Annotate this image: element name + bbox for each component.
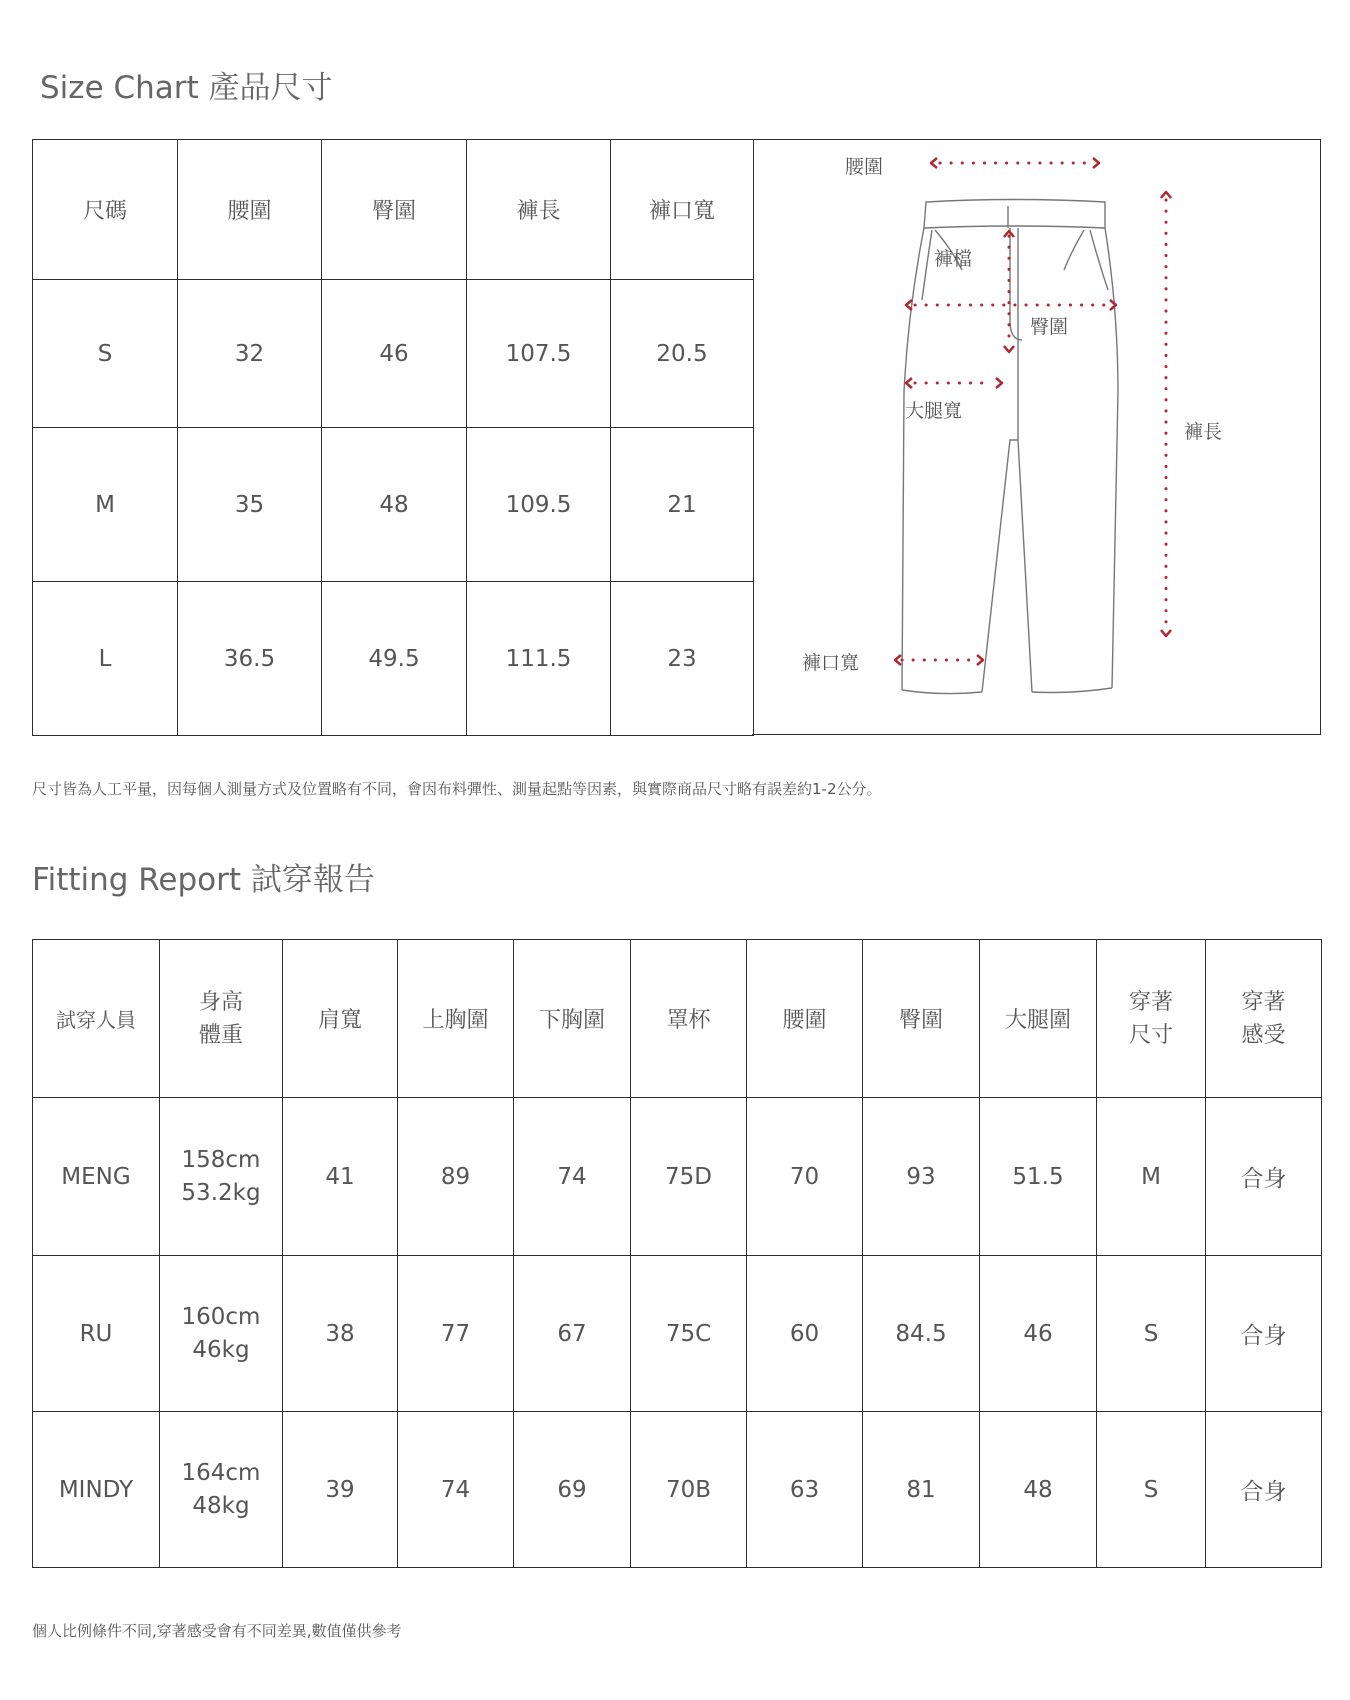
diagram-label-length: 褲長: [1184, 421, 1223, 443]
cell-person: RU: [33, 1256, 160, 1412]
cell-thigh: 48: [980, 1412, 1097, 1568]
header-worn-size-line2: 尺寸: [1128, 1022, 1173, 1048]
header-shoulder: 肩寬: [283, 940, 398, 1098]
cell-waist: 60: [747, 1256, 863, 1412]
header-worn-size-line1: 穿著: [1128, 989, 1173, 1015]
header-size: 尺碼: [33, 140, 178, 280]
cell-height-weight: [160, 1256, 283, 1412]
diagram-label-hip: 臀圍: [1030, 316, 1069, 338]
cell-waist: 70: [747, 1098, 863, 1256]
cell-shoulder: 39: [283, 1412, 398, 1568]
cell-under-bust: 67: [514, 1256, 631, 1412]
cell-cup: 75C: [631, 1256, 747, 1412]
diagram-label-rise: 褲檔: [934, 248, 973, 270]
header-wear-feel-line2: 感受: [1241, 1022, 1286, 1048]
header-length: 褲長: [467, 140, 611, 280]
size-chart-note: 尺寸皆為人工平量，因每個人測量方式及位置略有不同，會因布料彈性、測量起點等因素，與實際商品尺寸略有誤差約1-2公分。: [32, 780, 882, 798]
cell-shoulder: 41: [283, 1098, 398, 1256]
fitting-report-note: 個人比例條件不同,穿著感受會有不同差異,數值僅供參考: [32, 1622, 402, 1640]
cell-wear-feel: 合身: [1206, 1256, 1322, 1412]
cell-length: 107.5: [467, 280, 611, 428]
cell-wear-feel: 合身: [1206, 1098, 1322, 1256]
header-thigh: 大腿圍: [980, 940, 1097, 1098]
cell-upper-bust: 77: [398, 1256, 514, 1412]
header-height-weight: [160, 940, 283, 1098]
cell-weight: 53.2kg: [181, 1179, 261, 1206]
cell-hem-width: 20.5: [611, 280, 754, 428]
cell-height-weight: [160, 1098, 283, 1256]
size-chart-header-row: [33, 140, 754, 280]
header-worn-size: [1097, 940, 1206, 1098]
cell-height: 158cm: [181, 1146, 261, 1173]
table-row: [33, 280, 754, 428]
cell-hip: 46: [322, 280, 467, 428]
fitting-report-table: [32, 939, 1322, 1568]
table-row: [33, 1098, 1322, 1256]
cell-under-bust: 74: [514, 1098, 631, 1256]
cell-weight: 48kg: [192, 1492, 250, 1519]
cell-length: 109.5: [467, 428, 611, 582]
cell-waist: 32: [178, 280, 322, 428]
cell-cup: 75D: [631, 1098, 747, 1256]
diagram-label-hem: 褲口寬: [802, 652, 860, 674]
header-person: 試穿人員: [33, 940, 160, 1098]
cell-upper-bust: 89: [398, 1098, 514, 1256]
cell-cup: 70B: [631, 1412, 747, 1568]
cell-thigh: 46: [980, 1256, 1097, 1412]
diagram-label-thigh: 大腿寬: [905, 400, 963, 422]
header-wear-feel: [1206, 940, 1322, 1098]
header-cup: 罩杯: [631, 940, 747, 1098]
cell-size: M: [33, 428, 178, 582]
cell-worn-size: S: [1097, 1412, 1206, 1568]
table-row: [33, 1412, 1322, 1568]
table-row: [33, 582, 754, 736]
header-height: 身高: [198, 989, 243, 1015]
header-weight: 體重: [198, 1022, 243, 1048]
cell-shoulder: 38: [283, 1256, 398, 1412]
cell-height-weight: [160, 1412, 283, 1568]
size-chart-table: [32, 139, 754, 736]
cell-length: 111.5: [467, 582, 611, 736]
header-hip: 臀圍: [863, 940, 980, 1098]
cell-waist: 63: [747, 1412, 863, 1568]
cell-hem-width: 23: [611, 582, 754, 736]
table-row: [33, 428, 754, 582]
cell-size: S: [33, 280, 178, 428]
cell-weight: 46kg: [192, 1336, 250, 1363]
cell-worn-size: S: [1097, 1256, 1206, 1412]
cell-waist: 36.5: [178, 582, 322, 736]
fitting-header-row: [33, 940, 1322, 1098]
header-wear-feel-line1: 穿著: [1241, 989, 1286, 1015]
cell-person: MENG: [33, 1098, 160, 1256]
header-hem-width: 褲口寬: [611, 140, 754, 280]
header-under-bust: 下胸圍: [514, 940, 631, 1098]
header-hip: 臀圍: [322, 140, 467, 280]
cell-hip: 93: [863, 1098, 980, 1256]
table-row: [33, 1256, 1322, 1412]
cell-hip: 48: [322, 428, 467, 582]
cell-upper-bust: 74: [398, 1412, 514, 1568]
pants-measurement-diagram: [752, 139, 1321, 735]
header-waist: 腰圍: [178, 140, 322, 280]
cell-waist: 35: [178, 428, 322, 582]
cell-hip: 49.5: [322, 582, 467, 736]
fitting-report-title: Fitting Report 試穿報告: [32, 862, 375, 898]
header-upper-bust: 上胸圍: [398, 940, 514, 1098]
pants-outline-icon: [752, 140, 1321, 736]
cell-size: L: [33, 582, 178, 736]
cell-person: MINDY: [33, 1412, 160, 1568]
cell-height: 160cm: [181, 1303, 261, 1330]
header-waist: 腰圍: [747, 940, 863, 1098]
diagram-label-waist: 腰圍: [845, 156, 884, 178]
cell-thigh: 51.5: [980, 1098, 1097, 1256]
cell-hip: 84.5: [863, 1256, 980, 1412]
cell-hip: 81: [863, 1412, 980, 1568]
cell-under-bust: 69: [514, 1412, 631, 1568]
cell-wear-feel: 合身: [1206, 1412, 1322, 1568]
cell-worn-size: M: [1097, 1098, 1206, 1256]
cell-hem-width: 21: [611, 428, 754, 582]
size-chart-title: Size Chart 產品尺寸: [40, 70, 333, 106]
cell-height: 164cm: [181, 1459, 261, 1486]
